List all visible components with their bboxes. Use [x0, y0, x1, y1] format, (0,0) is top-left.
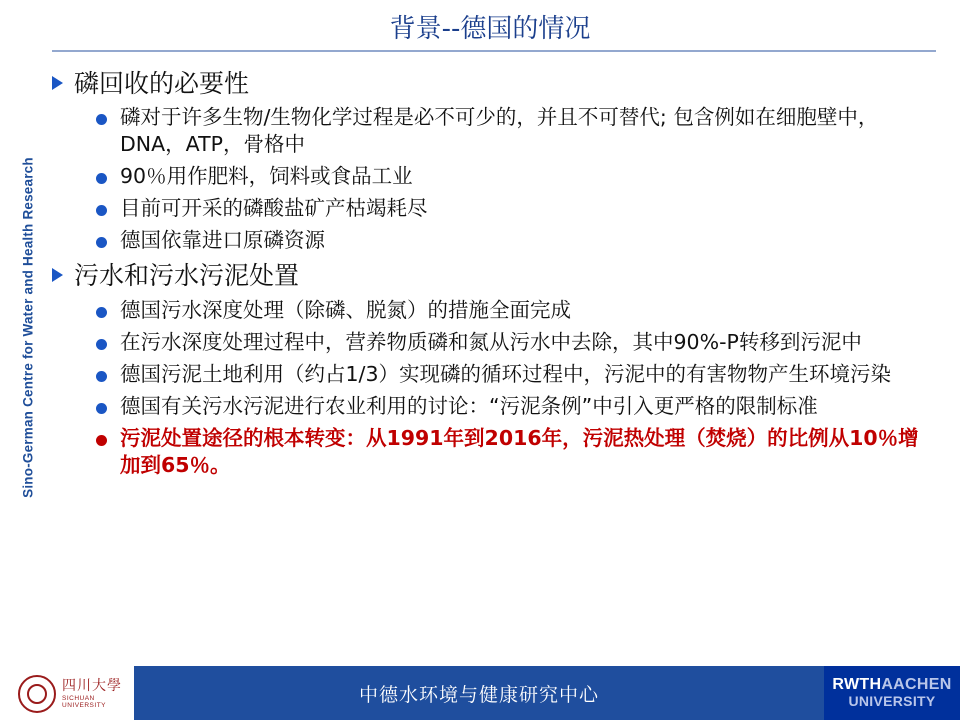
- dot-bullet-icon: [96, 297, 120, 318]
- list-item-text: 德国污泥土地利用（约占1/3）实现磷的循环过程中，污泥中的有害物物产生环境污染: [120, 361, 891, 386]
- dot-bullet-icon: [96, 163, 120, 184]
- rwth-logo-line2: UNIVERSITY: [848, 693, 936, 710]
- section-heading: [52, 260, 942, 291]
- dot-bullet-icon: [96, 195, 120, 216]
- list-item: [96, 393, 942, 420]
- page-title: 背景--德国的情况: [389, 14, 591, 44]
- list-item-text: 磷对于许多生物/生物化学过程是必不可少的，并且不可替代; 包含例如在细胞壁中，DNA，ATP，骨格中: [120, 105, 879, 157]
- triangle-bullet-icon: [52, 260, 74, 282]
- list-item-text: 德国依靠进口原磷资源: [120, 228, 325, 253]
- dot-bullet-icon: [96, 104, 120, 125]
- title-divider: [52, 50, 936, 52]
- list-item: [96, 163, 942, 190]
- sidebar-vertical-label: Sino-German Centre for Water and Health Research: [20, 157, 36, 498]
- list-item: [96, 227, 942, 254]
- rwth-logo-line1: [832, 677, 951, 694]
- section-heading-text: 污水和污水污泥处置: [74, 261, 300, 291]
- footer: [0, 666, 960, 720]
- list-item: [96, 195, 942, 222]
- dot-bullet-icon: [96, 361, 120, 382]
- footer-center-text: 中德水环境与健康研究中心: [358, 683, 599, 706]
- section-heading: [52, 68, 942, 99]
- sichuan-en-name: SICHUAN UNIVERSITY: [62, 694, 107, 709]
- rwth-aachen-logo: [824, 666, 960, 720]
- list-item-text: 德国有关污水污泥进行农业利用的讨论：“污泥条例”中引入更严格的限制标准: [120, 393, 818, 418]
- sichuan-university-logo: [18, 670, 134, 718]
- footer-center-bar: [134, 666, 824, 720]
- dot-bullet-icon: [96, 393, 120, 414]
- sichuan-seal-icon: [18, 675, 56, 713]
- sidebar: [0, 0, 36, 720]
- list-item: [96, 361, 942, 388]
- list-item: [96, 297, 942, 324]
- dot-bullet-icon: [96, 329, 120, 350]
- sichuan-university-names: [62, 679, 134, 709]
- list-item-text: 目前可开采的磷酸盐矿产枯竭耗尽: [120, 196, 428, 221]
- rwth-bold-text: RWTH: [832, 676, 882, 694]
- rwth-light-text: AACHEN: [881, 676, 952, 694]
- dot-bullet-icon: [96, 425, 120, 446]
- list-item-text: 污泥处置途径的根本转变：从1991年到2016年，污泥热处理（焚烧）的比例从10％增加到65％。: [120, 425, 919, 477]
- list-item-text: 在污水深度处理过程中，营养物质磷和氮从污水中去除，其中90%-P转移到污泥中: [120, 329, 862, 354]
- list-item-highlighted: [96, 425, 942, 479]
- list-item: [96, 104, 942, 158]
- slide-content: [52, 62, 942, 484]
- section-heading-text: 磷回收的必要性: [74, 69, 250, 98]
- list-item-text: 90％用作肥料，饲料或食品工业: [120, 164, 413, 189]
- list-item-text: 德国污水深度处理（除磷、脱氮）的措施全面完成: [120, 297, 571, 322]
- list-item: [96, 329, 942, 356]
- triangle-bullet-icon: [52, 68, 74, 90]
- dot-bullet-icon: [96, 227, 120, 248]
- sichuan-cn-name: 四川大學: [62, 678, 122, 695]
